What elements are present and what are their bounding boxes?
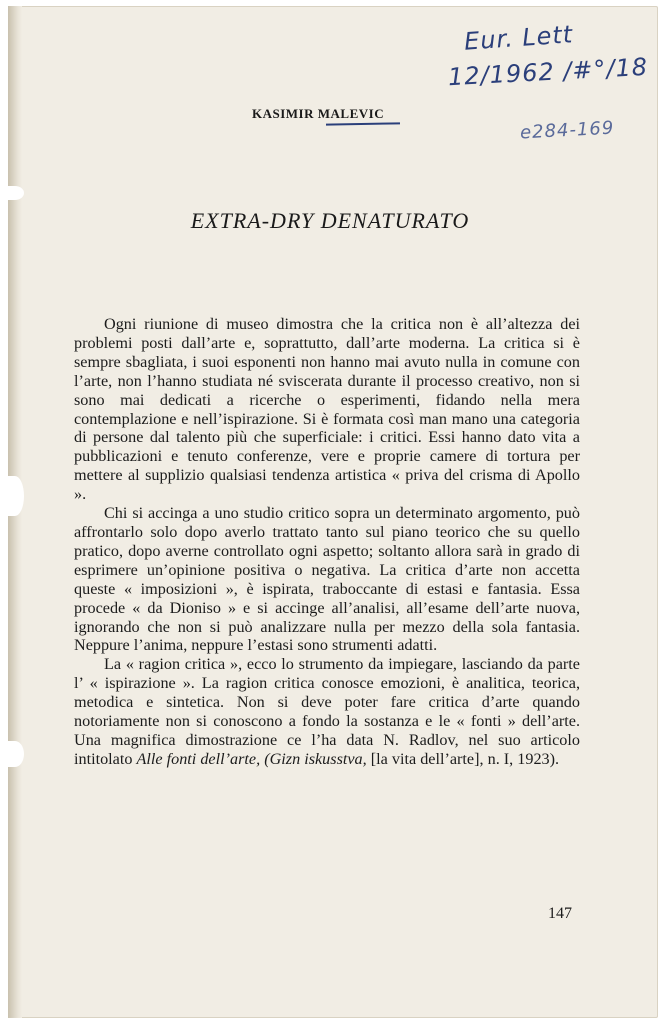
citation-rest: [la vita dell’arte], n. I, 1923). <box>366 749 560 768</box>
paragraph-3 <box>74 655 580 768</box>
handwritten-note-issue: 12/1962 /#°/18 <box>447 52 649 92</box>
paragraph-3-text: La « ragion critica », ecco lo strumento da impiegare, lasciando da parte l’ « ispirazione ». La ragion critica conosce emozioni, è analitica, teorica, metodica e sintetica. Non si deve poter fare critica d’arte quando notoriamente non si conoscono a fondo la sostanza e le « fonti » dell’arte. Una magnifica dimostrazione ce l’ha data N. Radlov, nel suo articolo intitolato <box>74 655 580 768</box>
article-body <box>74 315 580 769</box>
page-number: 147 <box>548 905 572 922</box>
citation-journal: (Gizn iskusstva, <box>264 749 367 768</box>
paragraph-2: Chi si accinga a uno studio critico sopra un determinato argomento, può affrontarlo solo dopo averlo trattato tanto sul piano teorico che su quello pratico, dopo averne controllato ogni aspetto; soltanto allora sarà in grado di esprimere un’opinione positiva o negativa. La critica d’arte non accetta queste « imposizioni », è ispirata, traboccante di estasi e fantasia. Essa procede « da Dioniso » e si accinge all’analisi, all’esame dell’arte nuova, ignorando che non si può analizzare nulla per mezzo della sola fantasia. Neppure l’anima, neppure l’estasi sono strumenti adatti. <box>74 504 580 655</box>
paragraph-1: Ogni riunione di museo dimostra che la critica non è all’altezza dei problemi posti dall’arte e, soprattutto, dall’arte moderna. La critica si è sempre sbagliata, i suoi esponenti non hanno mai avuto nulla in comune con l’arte, non l’hanno studiata né sviscerata durante il processo creativo, non si sono mai dedicati a ricerche o esperimenti, fidando nella mera contemplazione e nell’ispirazione. Si è formata così man mano una categoria di persone dal talento più che superficiale: i critici. Essi hanno dato vita a pubblicazioni e tenuto conferenze, vere e proprie camere di tortura per mettere al supplizio qualsiasi tendenza artistica « priva del crisma di Apollo ». <box>74 315 580 504</box>
author-name: KASIMIR MALEVIC <box>252 106 385 121</box>
paper-tear <box>6 741 24 767</box>
handwritten-note-journal: Eur. Lett <box>463 20 575 56</box>
paper-tear <box>6 186 24 200</box>
citation-work-title: Alle fonti dell’arte, <box>136 749 261 768</box>
article-title: EXTRA-DRY DENATURATO <box>190 208 470 233</box>
paper-tear <box>6 476 24 516</box>
handwritten-note-catalog: e284-169 <box>519 117 615 144</box>
